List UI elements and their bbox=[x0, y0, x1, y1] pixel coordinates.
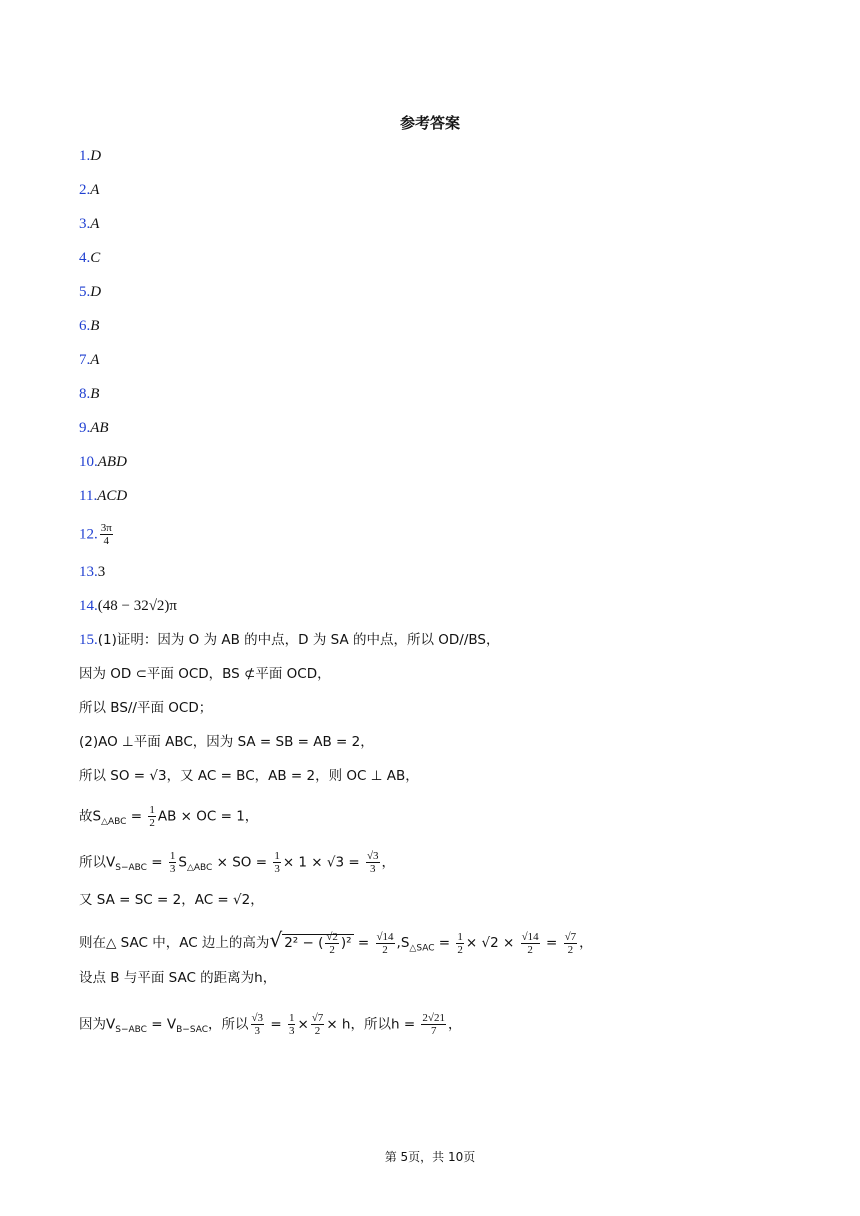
question-number: 4. bbox=[79, 250, 91, 266]
answer-6 bbox=[79, 316, 99, 336]
question-number: 5. bbox=[79, 284, 91, 300]
question-number: 11. bbox=[79, 488, 98, 504]
answer-15-line-2: 因为 OD ⊂平面 OCD，BS ⊄平面 OCD， bbox=[79, 666, 331, 682]
answer-9 bbox=[79, 418, 109, 438]
answer-8 bbox=[79, 384, 99, 404]
answer-choice: B bbox=[90, 386, 100, 402]
answer-1 bbox=[79, 146, 101, 166]
question-number: 1. bbox=[79, 148, 91, 164]
question-number: 6. bbox=[79, 318, 91, 334]
question-number: 9. bbox=[79, 420, 91, 436]
question-number: 10. bbox=[79, 454, 98, 470]
answer-3 bbox=[79, 214, 99, 234]
answer-15-line-5: 所以 SO = √3，又 AC = BC，AB = 2，则 OC ⊥ AB， bbox=[79, 768, 419, 784]
question-number: 3. bbox=[79, 216, 91, 232]
answer-15-line-6: 故$S_{\triangle ABC}$ = $\frac{1}{2}$ AB × OC = 1， bbox=[79, 804, 259, 829]
answer-choice: ABD bbox=[97, 454, 127, 470]
answer-15-line-1: 15.(1)证明：因为 O 为 AB 的中点，D 为 SA 的中点，所以 OD//BS， bbox=[79, 632, 500, 648]
answer-15-line-8: 又 SA = SC = 2，AC = √2， bbox=[79, 892, 264, 908]
answer-choice: C bbox=[90, 250, 101, 266]
page-footer: 第 5页，共 10页 bbox=[384, 1150, 476, 1164]
question-number: 7. bbox=[79, 352, 91, 368]
question-number: 2. bbox=[79, 182, 91, 198]
answer-14: 14.(48 − 32√2)π bbox=[79, 598, 178, 614]
answer-15-line-7: 所以$V_{S-ABC}$ = $\frac{1}{3}$ $S_{\triangle ABC}$ × SO = $\frac{1}{3}$ × 1 × √3 = $\frac{√3}{3}$ ， bbox=[79, 850, 396, 875]
answer-10 bbox=[79, 452, 127, 472]
answer-choice: D bbox=[90, 148, 102, 164]
answer-2 bbox=[79, 180, 99, 200]
answer-choice: A bbox=[90, 352, 100, 368]
answer-5 bbox=[79, 282, 101, 302]
question-number: 8. bbox=[79, 386, 91, 402]
page-title: 参考答案 bbox=[399, 114, 460, 132]
answer-choice: A bbox=[90, 216, 100, 232]
answer-15-line-4: (2)AO ⊥平面 ABC，因为 SA = SB = AB = 2， bbox=[79, 734, 374, 750]
answer-7 bbox=[79, 350, 99, 370]
answer-15-line-10: 设点 B 与平面 SAC 的距离为h， bbox=[79, 970, 277, 986]
answer-choice: ACD bbox=[97, 488, 128, 504]
answer-13: 13.3 bbox=[79, 564, 106, 580]
answer-choice: AB bbox=[90, 420, 109, 436]
answer-4 bbox=[79, 248, 100, 268]
answer-11 bbox=[79, 486, 127, 506]
answer-12: 12. $\frac{3\pi}{4}$ bbox=[79, 522, 112, 547]
answer-15-line-3: 所以 BS//平面 OCD； bbox=[79, 700, 213, 716]
answer-choice: B bbox=[90, 318, 100, 334]
answer-choice: D bbox=[90, 284, 102, 300]
answer-choice: A bbox=[90, 182, 100, 198]
answer-15-line-11: 因为$V_{S-ABC} = V_{B-SAC}$，所以 $\frac{√3}{3}$ = $\frac{1}{3}$ × $\frac{√7}{2}$ × h，所以h = $\frac{2√21}{7}$ ， bbox=[79, 1012, 462, 1037]
answer-15-line-9: 则在△ SAC 中，AC 边上的高为√ 2² − ( $\frac{√2}{2}$ )² = $\frac{√14}{2}$ $,S_{\triangle SAC}$ = $\frac{1}{2}$ × √2 × $\frac{√14}{2}$ = $\frac{√7}{2}$ ， bbox=[79, 928, 593, 956]
